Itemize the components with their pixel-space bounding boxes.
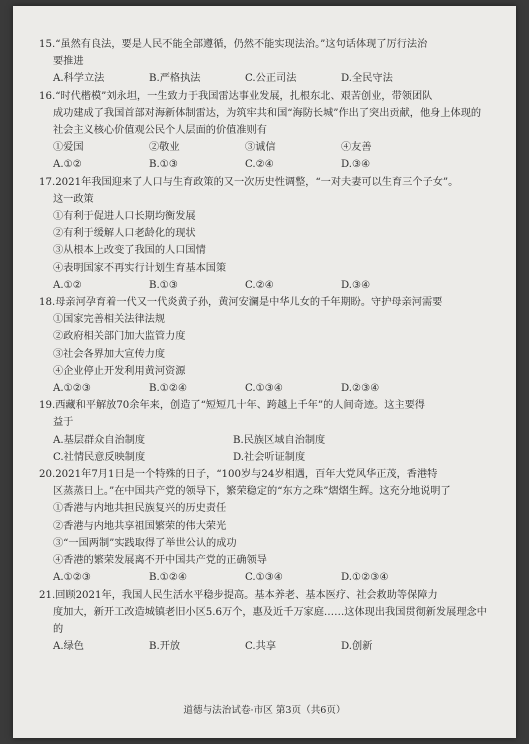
option-a[interactable]: A.①②③ [53,383,91,395]
statement-4: ④香港的繁荣发展离不开中国共产党的正确领导 [53,555,267,567]
option-c[interactable]: C.共享 [245,641,277,653]
page-footer: 道德与法治试卷·市区 第3页（共6页） [183,705,346,716]
answer-options [39,432,491,466]
option-b[interactable]: B.严格执法 [149,73,201,85]
option-c[interactable]: C.社情民意反映制度 [53,451,146,463]
statement-row [39,139,491,156]
question-stem-continued: 区蒸蒸日上。”在中国共产党的领导下，繁荣稳定的“东方之珠”熠熠生辉。这充分地说明了 [53,486,451,498]
question-stem: 21.回顾2021年，我国人民生活水平稳步提高。基本养老、基本医疗、社会救助等保障力 [39,589,438,601]
option-b[interactable]: B.①②④ [149,383,188,395]
question-stem: 19.西藏和平解放70余年来，创造了“短短几十年、跨越上千年”的人间奇迹。这主要得 [39,400,425,412]
question-stem-continued: 益于 [53,417,74,429]
option-b[interactable]: B.①②④ [149,572,188,584]
option-a[interactable]: A.①②③ [53,572,91,584]
statement-3: ③“一国两制”实践取得了举世公认的成功 [53,537,237,549]
option-b[interactable]: B.民族区域自治制度 [233,434,326,446]
statement-2: ②政府相关部门加大监管力度 [53,331,186,343]
statement-3: ③从根本上改变了我国的人口国情 [53,245,206,257]
question-16 [39,88,491,174]
exam-page [13,6,516,738]
question-stem: 18.母亲河孕育着一代又一代炎黄子孙，黄河安澜是中华儿女的千年期盼。守护母亲河需要 [39,297,443,309]
option-a[interactable]: A.①② [53,159,82,171]
statement-2: ②有利于缓解人口老龄化的现状 [53,228,196,240]
question-stem-continued: 成功建成了我国首部对海新体制雷达，为筑牢共和国“海防长城”作出了突出贡献，他身上体现的社会主义核心价值观公民个人层面的价值准则有 [53,107,482,137]
option-c[interactable]: C.公正司法 [245,73,297,85]
option-b[interactable]: B.开放 [149,641,181,653]
option-d[interactable]: D.②③④ [341,383,380,395]
option-d[interactable]: D.③④ [341,279,371,291]
statement-1: ①国家完善相关法律法规 [53,314,166,326]
question-stem: 15.“虽然有良法，要是人民不能全部遵循，仍然不能实现法治。”这句话体现了厉行法治 [39,39,428,50]
option-a[interactable]: A.科学立法 [53,73,105,85]
option-b[interactable]: B.①③ [149,279,178,291]
option-c[interactable]: C.①③④ [245,572,284,584]
question-list [39,36,491,655]
option-a[interactable]: A.①② [53,279,82,291]
option-d[interactable]: D.③④ [341,159,371,171]
statement-3: ③社会各界加大宣传力度 [53,348,166,360]
question-19 [39,397,491,466]
option-d[interactable]: D.创新 [341,641,373,653]
question-18 [39,294,491,397]
question-stem-continued: 要推进 [53,56,84,68]
option-a[interactable]: A.基层群众自治制度 [53,434,146,446]
question-stem: 20.2021年7月1日是一个特殊的日子，“100岁与24岁相遇，百年大党风华正茂，香港特 [39,469,438,481]
answer-options [39,156,491,173]
answer-options [39,70,491,87]
option-c[interactable]: C.①③④ [245,383,284,395]
statement-4: ④友善 [341,142,372,154]
option-b[interactable]: B.①③ [149,159,178,171]
statement-4: ④表明国家不再实行计划生育基本国策 [53,262,227,274]
statement-1: ①有利于促进人口长期均衡发展 [53,211,196,223]
question-17 [39,174,491,294]
question-stem: 17.2021年我国迎来了人口与生育政策的又一次历史性调整，“一对夫妻可以生育三个子女”。 [39,176,459,188]
question-stem-continued: 度加大，新开工改造城镇老旧小区5.6万个，惠及近千万家庭……这体现出我国贯彻新发展理念中的 [53,606,487,635]
statement-1: ①爱国 [53,142,84,154]
question-15 [39,36,491,88]
option-d[interactable]: D.社会听证制度 [233,451,306,463]
question-stem-continued: 这一政策 [53,193,94,205]
question-21 [39,587,491,656]
option-a[interactable]: A.绿色 [53,641,84,653]
answer-options [39,638,491,655]
statement-1: ①香港与内地共担民族复兴的历史责任 [53,503,227,515]
answer-options [39,569,491,586]
answer-options [39,277,491,294]
statement-3: ③诚信 [245,142,276,154]
answer-options [39,380,491,397]
option-d[interactable]: D.全民守法 [341,73,393,85]
statement-2: ②香港与内地共享祖国繁荣的伟大荣光 [53,520,227,532]
statement-4: ④企业停止开发利用黄河资源 [53,365,186,377]
option-c[interactable]: C.②④ [245,159,274,171]
statement-2: ②敬业 [149,142,180,154]
option-d[interactable]: D.①②③④ [341,572,389,584]
question-stem: 16.“时代楷模”刘永坦，一生致力于我国雷达事业发展，扎根东北、艰苦创业，带领团队 [39,90,433,102]
option-c[interactable]: C.②④ [245,279,274,291]
question-20 [39,466,491,586]
